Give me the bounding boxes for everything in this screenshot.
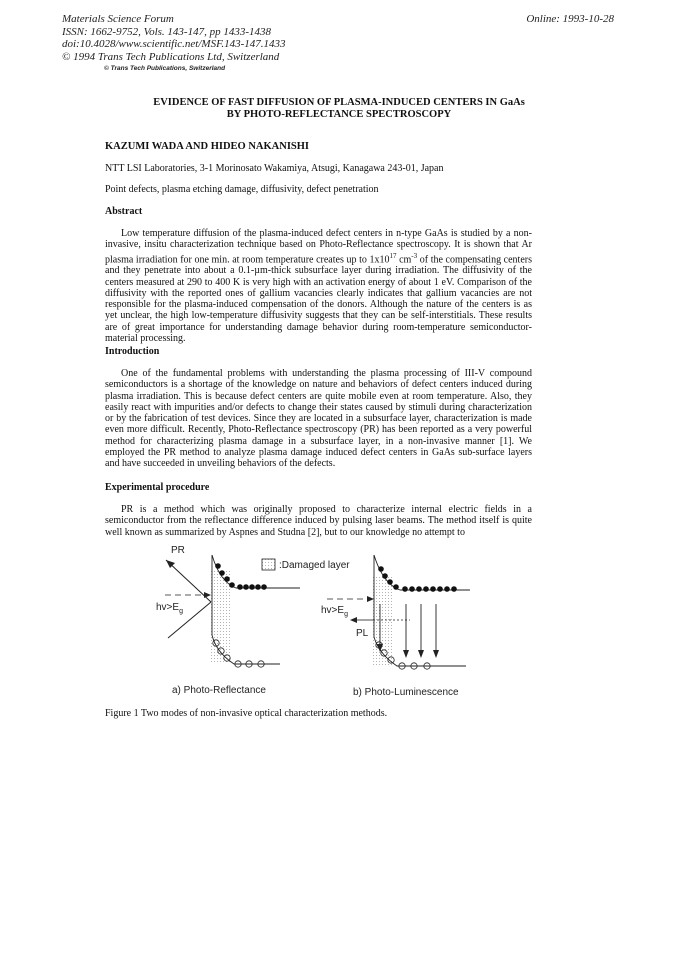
hv-label-a: $hv>E_g$ bbox=[156, 602, 183, 615]
abstract-text-c: of the compensating centers and they penetrate into about a 0.1-µm-thick subsurface layer during irradiation. The diffusivity of the centers measured at 290 to 400 K is very high with an activation energy of about 1 eV. Comparison of the diffusivity with the reported ones of gallium vacancies clearly indicates that gallium vacancies are not responsible for the plasma-induced compensation of the donors. Although the nature of the centers is as yet unclear, the high low-temperature diffusivity suggests that they can be self-interstitials. These results are of great importance for understanding damage behavior during room-temperature semiconductor-material processing. bbox=[105, 253, 532, 344]
abstract-heading: Abstract bbox=[105, 206, 143, 217]
title-line-1: EVIDENCE OF FAST DIFFUSION OF PLASMA-INDUCED CENTERS IN GaAs bbox=[153, 97, 525, 108]
pr-label: PR bbox=[171, 545, 185, 556]
authors: KAZUMI WADA AND HIDEO NAKANISHI bbox=[105, 141, 310, 152]
introduction-heading: Introduction bbox=[105, 346, 160, 357]
abstract-text-a: Low temperature diffusion of the plasma-induced defect centers in n-type GaAs is studied by a non-invasive, insitu characterization technique based on Photo-Reflectance spectroscopy. It is shown that Ar plasma irradiation for one min. at room temperature creates up to 1x10 bbox=[105, 228, 532, 265]
panel-b-photo-luminescence bbox=[321, 555, 470, 669]
affiliation: NTT LSI Laboratories, 3-1 Morinosato Wakamiya, Atsugi, Kanagawa 243-01, Japan bbox=[105, 163, 444, 174]
damaged-layer-a bbox=[211, 571, 231, 663]
header-citation bbox=[62, 13, 442, 63]
abstract-text-b: cm bbox=[396, 253, 412, 265]
journal-name: Materials Science Forum bbox=[62, 13, 174, 25]
panel-a-label: a) Photo-Reflectance bbox=[172, 685, 266, 696]
legend bbox=[262, 559, 350, 571]
experimental-text: PR is a method which was originally proposed to characterize internal electric fields in a semiconductor from the reflectance difference induced by pulsing laser beams. The method itself is quite well known as summarized by Aspnes and Studna [2], but to our knowledge no attempt to bbox=[105, 504, 532, 538]
abstract-text bbox=[105, 228, 532, 344]
legend-swatch bbox=[262, 559, 275, 570]
laser-arrowhead-b-icon bbox=[367, 596, 374, 602]
legend-label: :Damaged layer bbox=[279, 560, 350, 571]
abstract-sup-2: -3 bbox=[411, 251, 418, 260]
online-date: Online: 1993-10-28 bbox=[526, 13, 614, 25]
hv-label-b: $hv>E_g$ bbox=[321, 605, 348, 618]
experimental-heading: Experimental procedure bbox=[105, 482, 210, 493]
figure-1-diagram bbox=[0, 540, 678, 700]
paper-title bbox=[0, 97, 678, 121]
pl-label: PL bbox=[356, 628, 369, 639]
keywords: Point defects, plasma etching damage, diffusivity, defect penetration bbox=[105, 184, 379, 195]
doi-line[interactable]: doi:10.4028/www.scientific.net/MSF.143-147.1433 bbox=[62, 38, 286, 50]
copyright-line: © 1994 Trans Tech Publications Ltd, Switzerland bbox=[62, 50, 280, 63]
introduction-text: One of the fundamental problems with understanding the plasma processing of III-V compound semiconductors is a shortage of the knowledge on nature and behaviors of defect centers induced during plasma irradiation. This is because defect centers are quite mobile even at room temperature. Also, they easily react with impurities and/or defects to change their states caused by stimuli during characterization or by the fabrication of test devices. Since they are located in a subsurface layer, characterization is made even more difficult. Recently, Photo-Reflectance spectroscopy (PR) has been reported as a very powerful method for characterizing plasma damage in a subsurface layer, in a non-invasive manner [1]. We employed the PR method to analyze plasma damage induced defect centers in GaAs sub-surface layers and have succeeded in unveiling behaviors of the defects. bbox=[105, 368, 532, 470]
figure-caption: Figure 1 Two modes of non-invasive optical characterization methods. bbox=[105, 708, 388, 719]
panel-b-label: b) Photo-Luminescence bbox=[353, 687, 459, 698]
abstract-sup-1: 17 bbox=[389, 251, 397, 260]
publisher-stamp: © Trans Tech Publications, Switzerland bbox=[104, 65, 226, 72]
title-line-2: BY PHOTO-REFLECTANCE SPECTROSCOPY bbox=[226, 109, 452, 120]
pl-arrowhead-icon bbox=[350, 617, 357, 623]
laser-arrowhead-icon bbox=[204, 592, 211, 598]
issn-line: ISSN: 1662-9752, Vols. 143-147, pp 1433-1438 bbox=[62, 25, 271, 38]
